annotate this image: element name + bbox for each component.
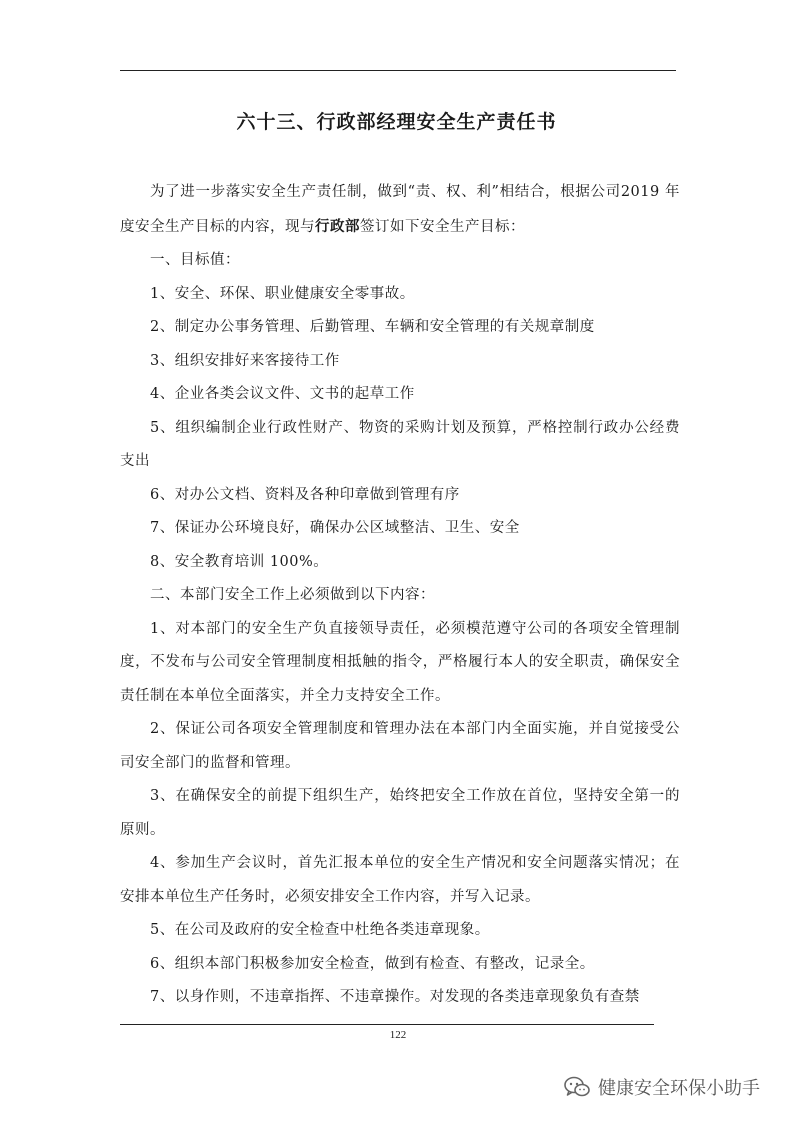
- target-item: 8、安全教育培训 100%。: [150, 553, 329, 570]
- requirement-item: 2、保证公司各项安全管理制度和管理办法在本部门内全面实施，并自觉接受公司安全部门的监督和管理。: [120, 721, 680, 771]
- target-item: 4、企业各类会议文件、文书的起草工作: [150, 386, 415, 402]
- requirement-item: 6、组织本部门积极参加安全检查，做到有检查、有整改，记录全。: [150, 955, 595, 972]
- target-item: 3、组织安排好来客接待工作: [150, 352, 340, 369]
- intro-paragraph: [120, 176, 680, 244]
- page-number: 122: [389, 1029, 407, 1041]
- document-body: [120, 176, 680, 1015]
- requirement-item: 4、参加生产会议时，首先汇报本单位的安全生产情况和安全问题落实情况；在安排本单位生产任务时，必须安排安全工作内容，并写入记录。: [120, 855, 680, 905]
- intro-line-1: 为了进一步落实安全生产责任制，做到“责、权、利”相结合，根据公司: [150, 184, 621, 200]
- header-rule: [120, 70, 676, 71]
- intro-line-2-suffix: 签订如下安全生产目标：: [360, 218, 525, 235]
- watermark-text: 健康安全环保小助手: [598, 1078, 760, 1099]
- department-name: 行政部: [315, 217, 360, 235]
- watermark: [564, 1072, 760, 1102]
- target-item: 5、组织编制企业行政性财产、物资的采购计划及预算，严格控制行政办公经费支出: [120, 419, 680, 469]
- footer-rule: [120, 1024, 654, 1025]
- requirement-item: 3、在确保安全的前提下组织生产，始终把安全工作放在首位，坚持安全第一的原则。: [120, 788, 680, 838]
- requirement-item: 5、在公司及政府的安全检查中杜绝各类违章现象。: [150, 922, 490, 938]
- target-item: 2、制定办公事务管理、后勤管理、车辆和安全管理的有关规章制度: [150, 319, 595, 335]
- document-title: 六十三、行政部经理安全生产责任书: [236, 111, 557, 133]
- requirement-item: 1、对本部门的安全生产负直接领导责任，必须模范遵守公司的各项安全管理制度，不发布与公司安全管理制度相抵触的指令，严格履行本人的安全职责，确保安全责任制在本单位全面落实，并全力支持安全工作。: [120, 620, 680, 704]
- requirement-item: 7、以身作则，不违章指挥、不违章操作。对发现的各类违章现象负有查禁: [150, 989, 640, 1005]
- wechat-icon: [564, 1076, 590, 1098]
- target-item: 6、对办公文档、资料及各种印章做到管理有序: [150, 486, 460, 503]
- target-item: 1、安全、环保、职业健康安全零事故。: [150, 285, 415, 302]
- section-heading-targets: 一、目标值：: [150, 252, 240, 268]
- intro-line-2-prefix: 2019 年度安全生产目标的内容，现与: [120, 184, 680, 235]
- target-item: 7、保证办公环境良好，确保办公区域整洁、卫生、安全: [150, 520, 520, 536]
- section-heading-requirements: 二、本部门安全工作上必须做到以下内容：: [150, 587, 435, 603]
